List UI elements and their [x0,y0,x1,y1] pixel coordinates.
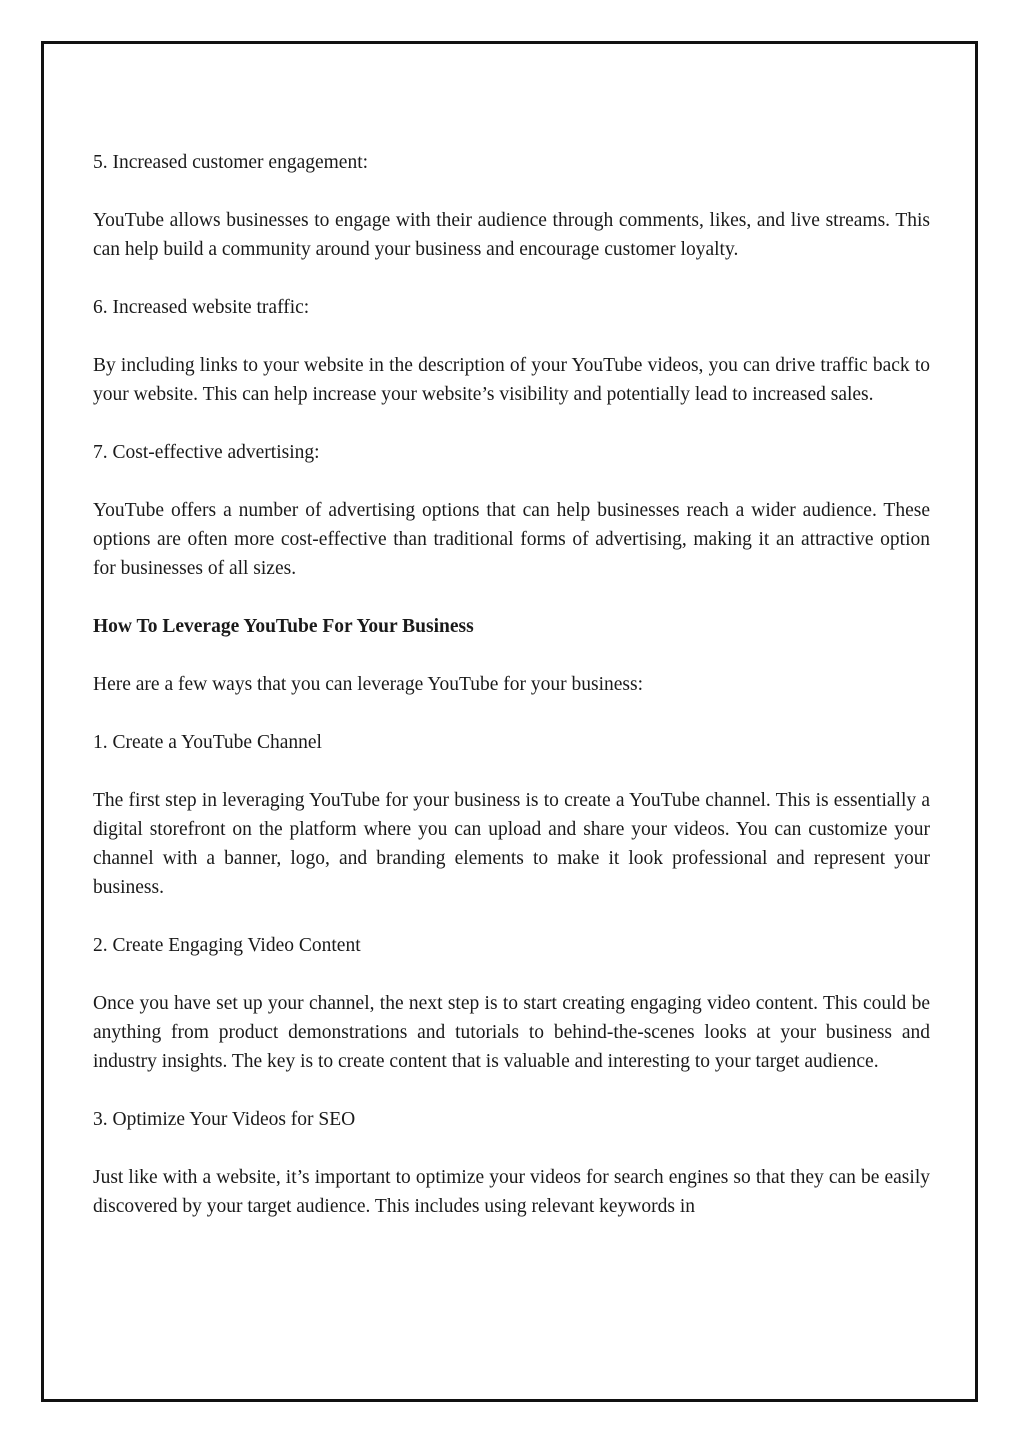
section-6-heading: 6. Increased website traffic: [93,297,310,318]
document-body [93,148,930,1250]
section-7-heading: 7. Cost-effective advertising: [93,442,320,463]
section-7-paragraph: YouTube offers a number of advertising options that can help businesses reach a wider audience. These options are often more cost-effective than traditional forms of advertising, making it an attractive option for businesses of all sizes. [93,500,930,579]
step-3-paragraph: Just like with a website, it’s important to optimize your videos for search engines so that they can be easily discovered by your target audience. This includes using relevant keywords in [93,1167,930,1217]
step-2-paragraph: Once you have set up your channel, the next step is to start creating engaging video content. This could be anything from product demonstrations and tutorials to behind-the-scenes looks at your business and industry insights. The key is to create content that is valuable and interesting to your target audience. [93,993,930,1072]
step-3-heading: 3. Optimize Your Videos for SEO [93,1109,356,1130]
step-1-paragraph: The first step in leveraging YouTube for your business is to create a YouTube channel. This is essentially a digital storefront on the platform where you can upload and share your videos. You can customize your channel with a banner, logo, and branding elements to make it look professional and represent your business. [93,790,930,898]
step-2-heading: 2. Create Engaging Video Content [93,935,361,956]
leverage-intro: Here are a few ways that you can leverage YouTube for your business: [93,674,644,695]
section-5-paragraph: YouTube allows businesses to engage with their audience through comments, likes, and live streams. This can help build a community around your business and encourage customer loyalty. [93,210,930,260]
step-1-heading: 1. Create a YouTube Channel [93,732,322,753]
section-5-heading: 5. Increased customer engagement: [93,152,369,173]
leverage-title: How To Leverage YouTube For Your Business [93,616,474,637]
section-6-paragraph: By including links to your website in the description of your YouTube videos, you can drive traffic back to your website. This can help increase your website’s visibility and potentially lead to increased sales. [93,355,930,405]
